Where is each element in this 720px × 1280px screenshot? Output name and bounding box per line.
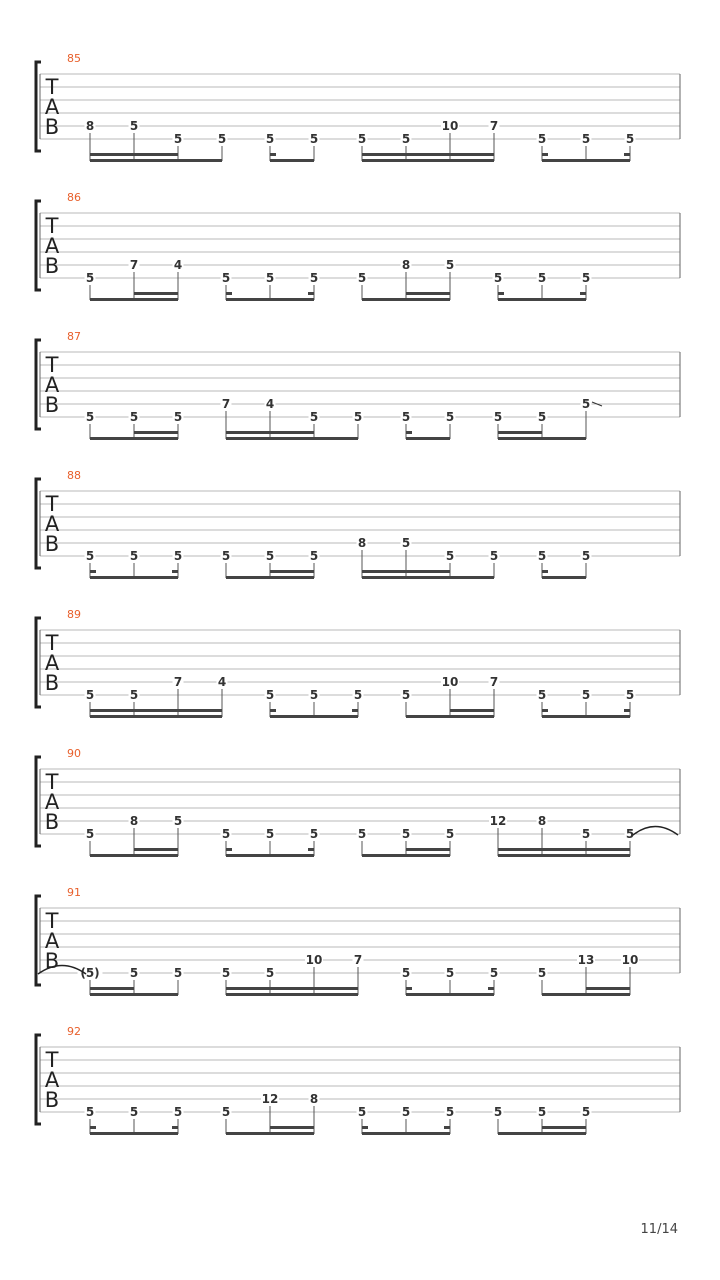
fret-number: 7 (173, 675, 183, 689)
tab-clef-letter: A (44, 790, 60, 814)
fret-number: 12 (261, 1092, 279, 1106)
beam-secondary (498, 431, 542, 434)
fret-number: 8 (85, 119, 95, 133)
fret-number: 5 (537, 966, 547, 980)
fret-number: 5 (129, 119, 139, 133)
tab-clef-letter: T (45, 492, 59, 516)
fret-number: 8 (401, 258, 411, 272)
beam-stub (270, 153, 276, 156)
beam (90, 298, 178, 301)
beam-secondary (586, 987, 630, 990)
fret-number: 10 (441, 119, 459, 133)
fret-number: 5 (309, 132, 319, 146)
fret-number: 5 (85, 410, 95, 424)
fret-number: 5 (221, 549, 231, 563)
fret-number: 5 (537, 549, 547, 563)
fret-number: 10 (441, 675, 459, 689)
fret-number: 5 (129, 966, 139, 980)
beam-secondary (542, 1126, 586, 1129)
beam (226, 993, 358, 996)
beam (362, 576, 494, 579)
measure-number: 90 (67, 747, 81, 760)
fret-number: 8 (537, 814, 547, 828)
tab-clef-letter: B (44, 254, 60, 278)
fret-number: 5 (129, 688, 139, 702)
fret-number: 4 (217, 675, 227, 689)
fret-number: 5 (221, 827, 231, 841)
beam-secondary (134, 292, 178, 295)
fret-number: 5 (357, 1105, 367, 1119)
fret-number: 12 (489, 814, 507, 828)
beam (226, 298, 314, 301)
fret-number: 5 (493, 271, 503, 285)
beam-secondary (362, 153, 494, 156)
tab-clef-letter: T (45, 353, 59, 377)
fret-number: 5 (401, 536, 411, 550)
beam (90, 159, 222, 162)
beam (90, 437, 178, 440)
fret-number: 5 (309, 549, 319, 563)
fret-number: 5 (309, 827, 319, 841)
fret-number: 5 (85, 827, 95, 841)
tab-clef-letter: A (44, 651, 60, 675)
beam (362, 159, 494, 162)
fret-number: 5 (581, 1105, 591, 1119)
tab-clef-letter: B (44, 671, 60, 695)
measure-number: 88 (67, 469, 81, 482)
fret-number: 5 (357, 827, 367, 841)
measure-number: 87 (67, 330, 81, 343)
beam-secondary (134, 431, 178, 434)
beam (406, 437, 450, 440)
tab-system (36, 747, 680, 857)
fret-number: 5 (129, 410, 139, 424)
tab-clef-letter: A (44, 95, 60, 119)
fret-number: 5 (221, 1105, 231, 1119)
fret-number: 7 (489, 675, 499, 689)
fret-number: 5 (401, 132, 411, 146)
tab-clef-letter: B (44, 949, 60, 973)
beam (90, 1132, 178, 1135)
tab-clef-letter: B (44, 810, 60, 834)
fret-number: 5 (85, 1105, 95, 1119)
fret-number: 5 (265, 966, 275, 980)
fret-number: 8 (357, 536, 367, 550)
beam (362, 298, 450, 301)
beam-secondary (90, 709, 222, 712)
fret-number: 10 (621, 953, 639, 967)
fret-number: 5 (401, 1105, 411, 1119)
fret-number: 5 (581, 688, 591, 702)
beam-stub (226, 292, 232, 295)
measure-number: 85 (67, 52, 81, 65)
beam-stub (542, 153, 548, 156)
beam (90, 715, 222, 718)
fret-number: 13 (577, 953, 595, 967)
fret-number: 5 (309, 271, 319, 285)
fret-number: 5 (493, 1105, 503, 1119)
fret-number: 5 (581, 271, 591, 285)
beam-stub (362, 1126, 368, 1129)
beam-secondary (90, 987, 134, 990)
fret-number: 5 (581, 397, 591, 411)
fret-number: 5 (221, 271, 231, 285)
tab-clef-letter: A (44, 929, 60, 953)
fret-number: 5 (85, 688, 95, 702)
beam (498, 437, 586, 440)
fret-number: 5 (537, 688, 547, 702)
tab-system (36, 52, 680, 162)
fret-number: 5 (445, 258, 455, 272)
fret-number: 5 (489, 549, 499, 563)
fret-number: 5 (537, 1105, 547, 1119)
fret-number: 5 (265, 132, 275, 146)
beam-secondary (134, 848, 178, 851)
fret-number: 5 (581, 132, 591, 146)
fret-number: 7 (129, 258, 139, 272)
fret-number: 5 (85, 271, 95, 285)
fret-number: 5 (489, 966, 499, 980)
fret-number: 5 (265, 827, 275, 841)
fret-number: 5 (173, 132, 183, 146)
beam (542, 715, 630, 718)
measure-number: 86 (67, 191, 81, 204)
tab-clef-letter: B (44, 532, 60, 556)
fret-number: 8 (129, 814, 139, 828)
beam (226, 1132, 314, 1135)
tab-system (36, 191, 680, 301)
beam-secondary (450, 709, 494, 712)
beam-stub (308, 848, 314, 851)
beam-stub (488, 987, 494, 990)
fret-number: 5 (265, 549, 275, 563)
fret-number: (5) (80, 966, 100, 980)
beam-stub (172, 1126, 178, 1129)
fret-number: 5 (353, 688, 363, 702)
tab-clef-letter: A (44, 373, 60, 397)
fret-number: 7 (221, 397, 231, 411)
beam-stub (226, 848, 232, 851)
fret-number: 5 (445, 827, 455, 841)
beam (90, 854, 178, 857)
fret-number: 5 (401, 966, 411, 980)
fret-number: 5 (309, 410, 319, 424)
fret-number: 5 (221, 966, 231, 980)
fret-number: 5 (129, 1105, 139, 1119)
beam (542, 576, 586, 579)
beam-stub (172, 570, 178, 573)
beam-stub (270, 709, 276, 712)
beam (498, 298, 586, 301)
beam-secondary (498, 848, 630, 851)
tab-clef-letter: B (44, 393, 60, 417)
fret-number: 5 (401, 410, 411, 424)
beam (90, 576, 178, 579)
fret-number: 5 (129, 549, 139, 563)
fret-number: 5 (493, 410, 503, 424)
fret-number: 5 (625, 132, 635, 146)
tab-clef-letter: T (45, 770, 59, 794)
page-number: 11/14 (640, 1222, 678, 1237)
beam (542, 159, 630, 162)
fret-number: 5 (401, 688, 411, 702)
beam-secondary (406, 848, 450, 851)
tab-clef-letter: B (44, 1088, 60, 1112)
beam (90, 993, 178, 996)
fret-number: 8 (309, 1092, 319, 1106)
beam-stub (406, 987, 412, 990)
beam (498, 854, 630, 857)
fret-number: 5 (581, 827, 591, 841)
beam-stub (542, 570, 548, 573)
fret-number: 5 (401, 827, 411, 841)
fret-number: 5 (537, 271, 547, 285)
tab-clef-letter: A (44, 234, 60, 258)
beam (226, 437, 358, 440)
tab-system (36, 1025, 680, 1135)
beam (362, 1132, 450, 1135)
fret-number: 4 (265, 397, 275, 411)
fret-number: 5 (445, 1105, 455, 1119)
measure-number: 91 (67, 886, 81, 899)
fret-number: 7 (353, 953, 363, 967)
beam-secondary (226, 987, 358, 990)
beam-secondary (406, 292, 450, 295)
tab-system (36, 608, 680, 718)
beam-stub (352, 709, 358, 712)
fret-number: 5 (445, 549, 455, 563)
measure-number: 92 (67, 1025, 81, 1038)
tab-clef-letter: T (45, 214, 59, 238)
fret-number: 5 (625, 827, 635, 841)
beam-stub (580, 292, 586, 295)
beam-stub (90, 1126, 96, 1129)
beam (226, 576, 314, 579)
fret-number: 5 (353, 410, 363, 424)
fret-number: 5 (173, 814, 183, 828)
fret-number: 5 (309, 688, 319, 702)
fret-number: 5 (581, 549, 591, 563)
fret-number: 5 (357, 271, 367, 285)
tab-clef-letter: A (44, 1068, 60, 1092)
fret-number: 5 (173, 1105, 183, 1119)
tab-clef-letter: T (45, 909, 59, 933)
beam-secondary (362, 570, 450, 573)
beam (406, 715, 494, 718)
tab-clef-letter: A (44, 512, 60, 536)
tab-clef-letter: B (44, 115, 60, 139)
tab-clef-letter: T (45, 1048, 59, 1072)
fret-number: 7 (489, 119, 499, 133)
beam-secondary (90, 153, 178, 156)
beam (270, 715, 358, 718)
tab-clef-letter: T (45, 75, 59, 99)
fret-number: 5 (173, 410, 183, 424)
measure-number: 89 (67, 608, 81, 621)
beam-stub (308, 292, 314, 295)
tab-clef-letter: T (45, 631, 59, 655)
fret-number: 5 (537, 410, 547, 424)
beam-secondary (270, 1126, 314, 1129)
fret-number: 5 (85, 549, 95, 563)
tab-system (36, 330, 680, 440)
beam-stub (406, 431, 412, 434)
fret-number: 5 (265, 271, 275, 285)
beam (226, 854, 314, 857)
beam-stub (444, 1126, 450, 1129)
fret-number: 5 (173, 966, 183, 980)
tab-system (36, 469, 680, 579)
beam (406, 993, 494, 996)
beam-stub (542, 709, 548, 712)
fret-number: 5 (445, 966, 455, 980)
fret-number: 5 (445, 410, 455, 424)
fret-number: 5 (537, 132, 547, 146)
beam-secondary (226, 431, 314, 434)
beam (542, 993, 630, 996)
fret-number: 5 (265, 688, 275, 702)
beam-stub (90, 570, 96, 573)
beam (498, 1132, 586, 1135)
fret-number: 5 (625, 688, 635, 702)
fret-number: 5 (217, 132, 227, 146)
beam (270, 159, 314, 162)
beam-stub (498, 292, 504, 295)
fret-number: 4 (173, 258, 183, 272)
fret-number: 5 (357, 132, 367, 146)
fret-number: 10 (305, 953, 323, 967)
beam-stub (624, 153, 630, 156)
beam-stub (624, 709, 630, 712)
tab-system (36, 886, 680, 996)
beam-secondary (270, 570, 314, 573)
beam (362, 854, 450, 857)
fret-number: 5 (173, 549, 183, 563)
